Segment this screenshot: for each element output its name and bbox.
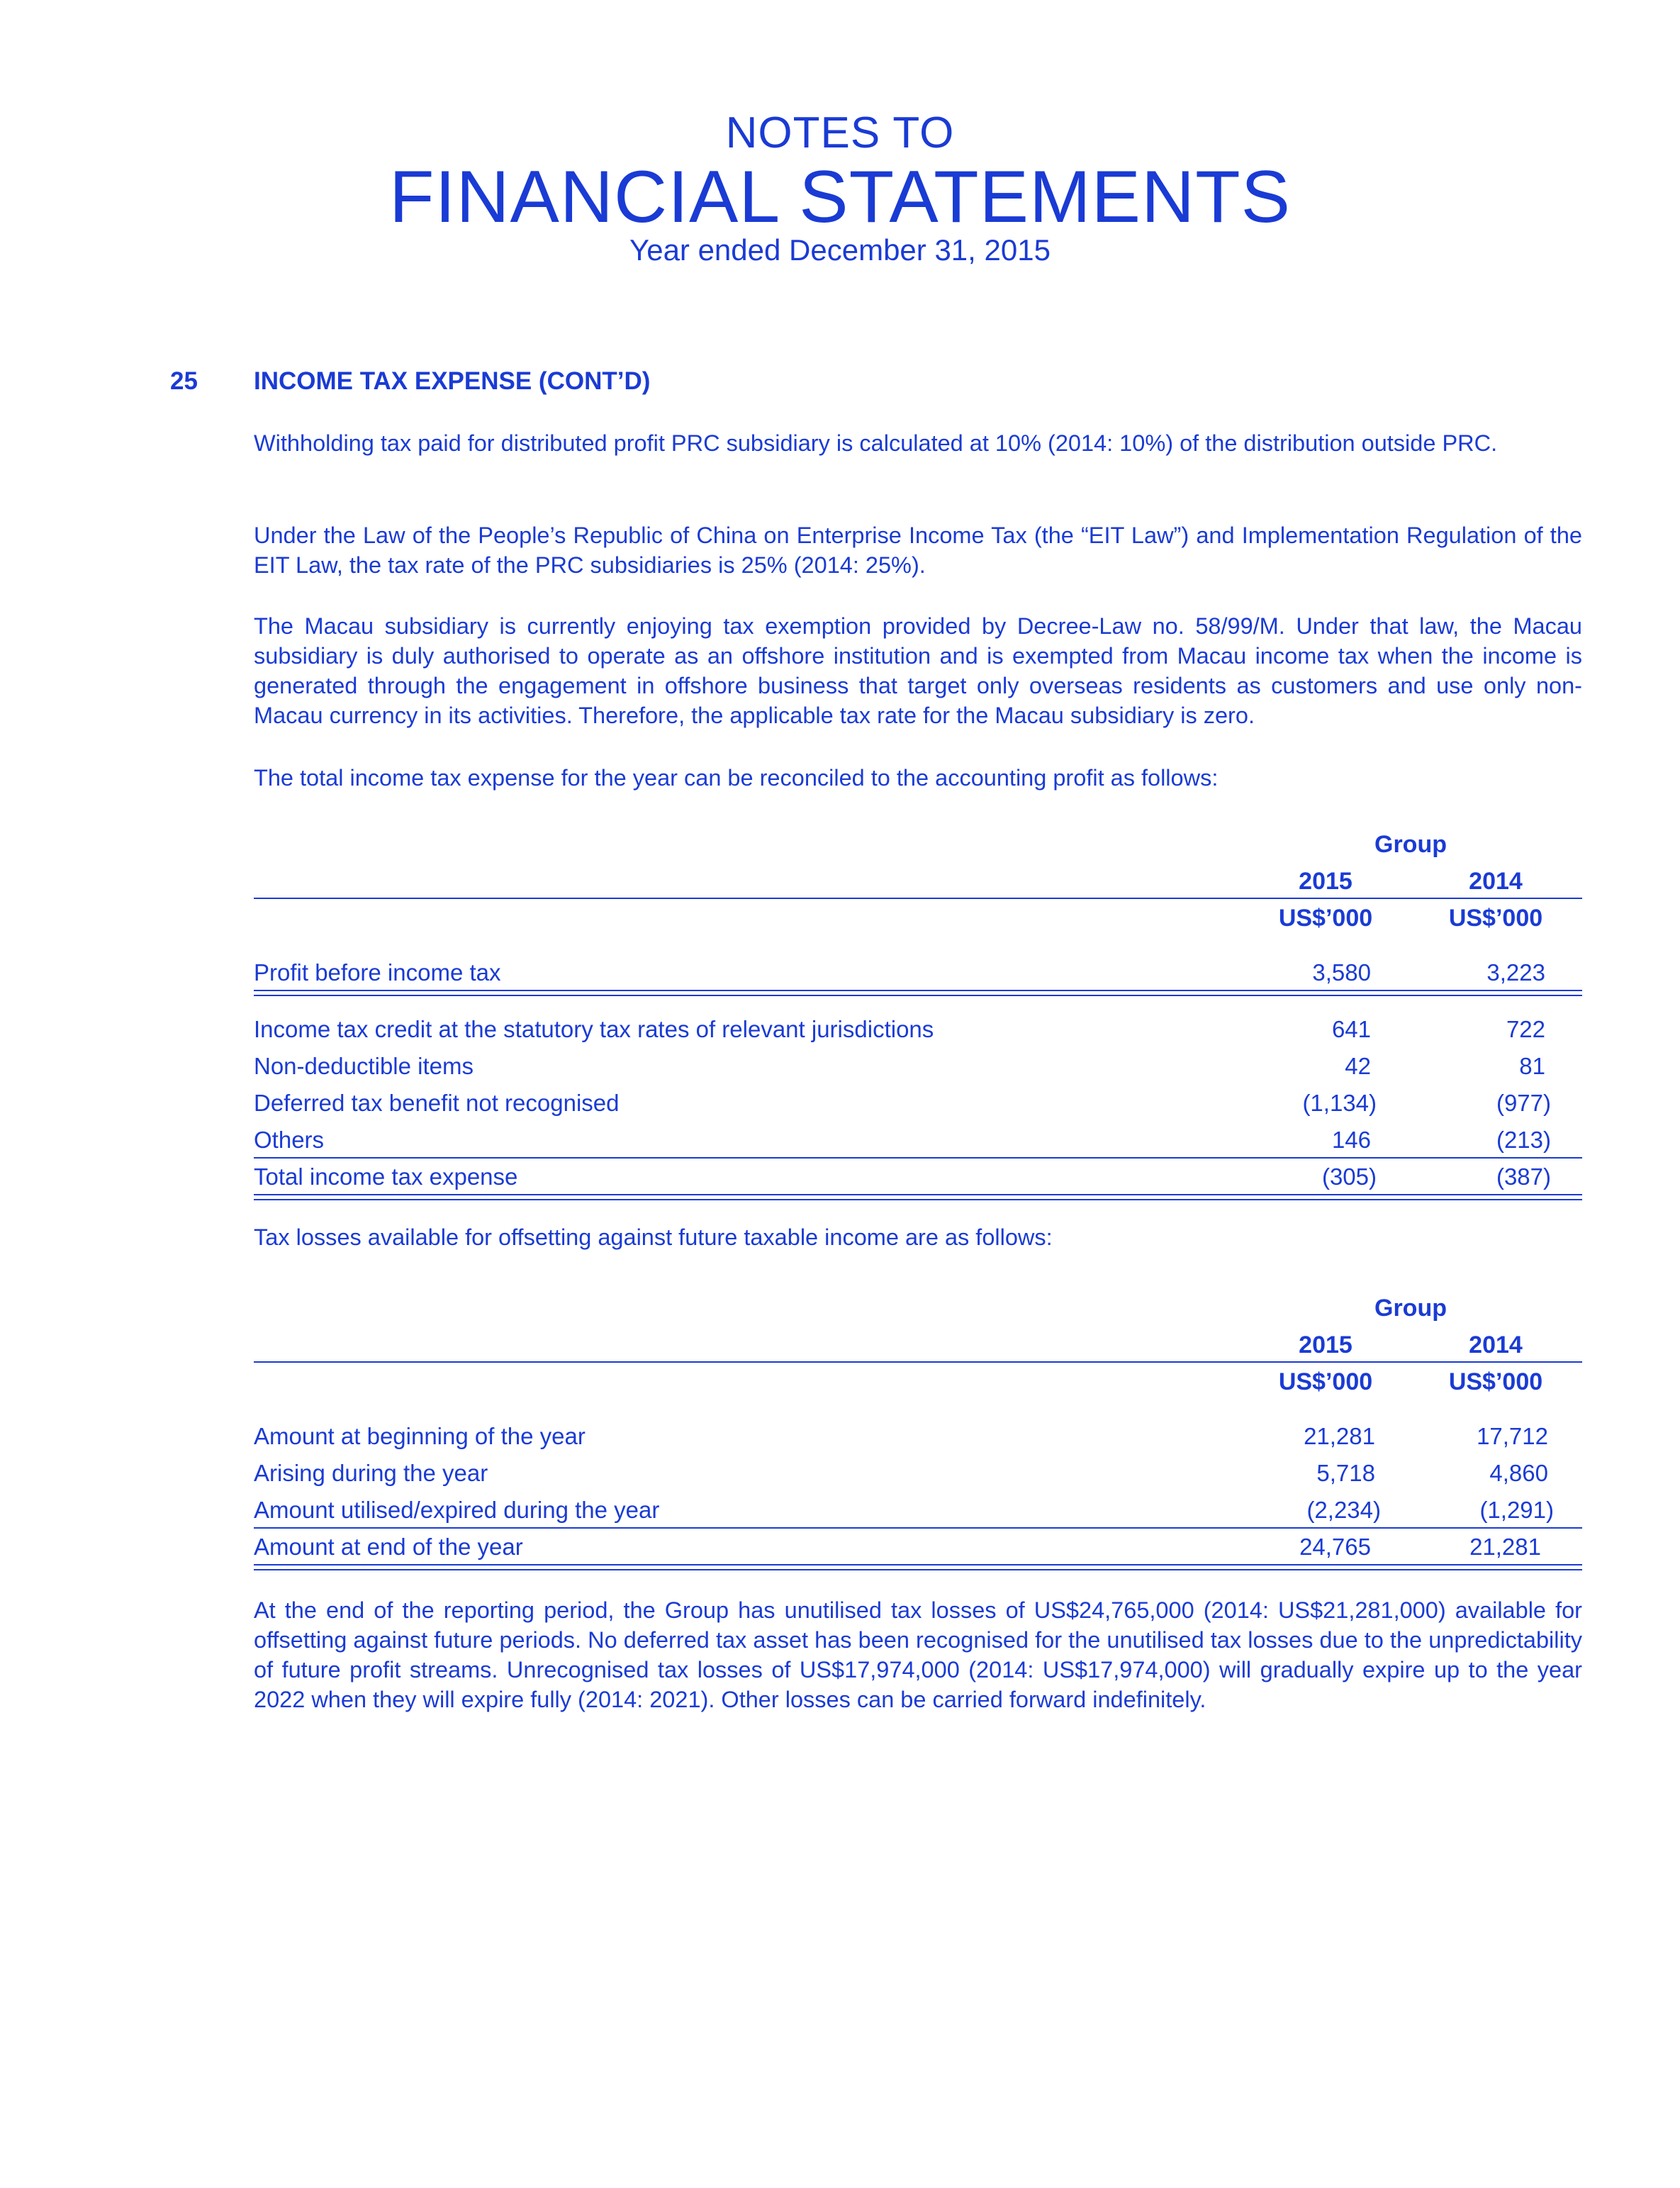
table-row [254, 1048, 1582, 1085]
table1-final-double-rule [254, 1194, 1582, 1200]
row-value-2015: 21,281 [1304, 1423, 1375, 1449]
row-label: Others [254, 1127, 325, 1153]
table-row [254, 1011, 1582, 1048]
table2-group-label: Group [1374, 1295, 1447, 1322]
row-value-2014: 3,223 [1486, 959, 1545, 986]
table2-final-double-rule [254, 1564, 1582, 1570]
row-value-2015: 641 [1331, 1016, 1371, 1042]
table1-col-2015: 2015 [1299, 868, 1353, 895]
row-value-2014: 81 [1519, 1053, 1545, 1079]
table-row [254, 1455, 1582, 1492]
row-value-2014: (387) [1496, 1163, 1551, 1190]
table1-header-rule [254, 898, 1582, 899]
paragraph-unutilised-losses: At the end of the reporting period, the Group has unutilised tax losses of US$24,765,000 (2014: US$21,281,000) available for offsetting against future periods. No deferred tax asset has been recognised for the unutilised tax losses due to the unpredictability of future profit streams. Unrecognised tax losses of US$17,974,000 (2014: US$17,974,000) will gradually expire up to the year 2022 when they will expire fully (2014: 2021). Other losses can be carried forward indefinitely. [254, 1597, 1582, 1712]
row-value-2014: (1,291) [1479, 1497, 1554, 1523]
table2-col-2014: 2014 [1469, 1332, 1523, 1358]
row-value-2014: 21,281 [1469, 1534, 1541, 1560]
row-value-2015: (2,234) [1306, 1497, 1381, 1523]
paragraph-eit-law: Under the Law of the People’s Republic of China on Enterprise Income Tax (the “EIT Law”) and Implementation Regulation of the EIT Law, the tax rate of the PRC subsidiaries is 25% (2014: 25%). [254, 523, 1582, 578]
table2-header-rule [254, 1361, 1582, 1363]
table1-group-label: Group [1374, 831, 1447, 858]
paragraph-macau-subsidiary: The Macau subsidiary is currently enjoying tax exemption provided by Decree-Law no. 58/99/M. Under that law, the Macau subsidiary is duly authorised to operate as an offshore institution and is exempted from Macau income tax when the income is generated through the engagement in offshore business that target only overseas residents as customers and use only non-Macau currency in its activities. Therefore, the applicable tax rate for the Macau subsidiary is zero. [254, 613, 1582, 728]
row-value-2015: 24,765 [1299, 1534, 1371, 1560]
row-value-2015: 3,580 [1312, 959, 1371, 986]
row-value-2015: 5,718 [1316, 1460, 1375, 1486]
table-row [254, 1492, 1582, 1529]
table-row [254, 1418, 1582, 1455]
table1-col-2014: 2014 [1469, 868, 1523, 895]
table2-unit-2014: US$’000 [1448, 1368, 1543, 1395]
row-value-2014: (213) [1496, 1127, 1551, 1153]
table1-unit-2014: US$’000 [1448, 905, 1543, 932]
table-row [254, 1122, 1582, 1159]
row-label: Total income tax expense [254, 1163, 518, 1190]
row-value-2015: 42 [1345, 1053, 1371, 1079]
row-value-2014: 4,860 [1489, 1460, 1548, 1486]
table-row-total [254, 1529, 1582, 1565]
row-value-2014: 722 [1506, 1016, 1545, 1042]
table-row-total [254, 1159, 1582, 1195]
row-value-2015: (1,134) [1302, 1090, 1377, 1116]
table-row [254, 1085, 1582, 1122]
row-value-2015: 146 [1331, 1127, 1371, 1153]
table1-unit-2015: US$’000 [1278, 905, 1373, 932]
row-label: Non-deductible items [254, 1053, 474, 1079]
row-value-2015: (305) [1321, 1163, 1377, 1190]
page-subtitle: Year ended December 31, 2015 [629, 233, 1051, 267]
section-title: INCOME TAX EXPENSE (CONT’D) [254, 367, 651, 395]
row-label: Amount utilised/expired during the year [254, 1497, 660, 1523]
row-label: Amount at end of the year [254, 1534, 523, 1560]
table1-double-rule [254, 990, 1582, 996]
paragraph-reconciliation-intro: The total income tax expense for the year can be reconciled to the accounting profit as follows: [254, 765, 1219, 791]
section-number: 25 [170, 367, 198, 395]
row-value-2014: (977) [1496, 1090, 1551, 1116]
paragraph-tax-losses-intro: Tax losses available for offsetting against future taxable income are as follows: [254, 1224, 1053, 1250]
row-value-2014: 17,712 [1477, 1423, 1548, 1449]
page-kicker: NOTES TO [725, 108, 955, 157]
row-label: Income tax credit at the statutory tax rates of relevant jurisdictions [254, 1016, 934, 1042]
row-label: Deferred tax benefit not recognised [254, 1090, 620, 1116]
row-label: Amount at beginning of the year [254, 1423, 586, 1449]
table-row [254, 954, 1582, 991]
table2-col-2015: 2015 [1299, 1332, 1353, 1358]
paragraph-withholding-tax: Withholding tax paid for distributed profit PRC subsidiary is calculated at 10% (2014: 10%) of the distribution outside PRC. [254, 430, 1498, 456]
table2-unit-2015: US$’000 [1278, 1368, 1373, 1395]
row-label: Arising during the year [254, 1460, 488, 1486]
row-label: Profit before income tax [254, 959, 501, 986]
page-title: FINANCIAL STATEMENTS [389, 156, 1291, 238]
